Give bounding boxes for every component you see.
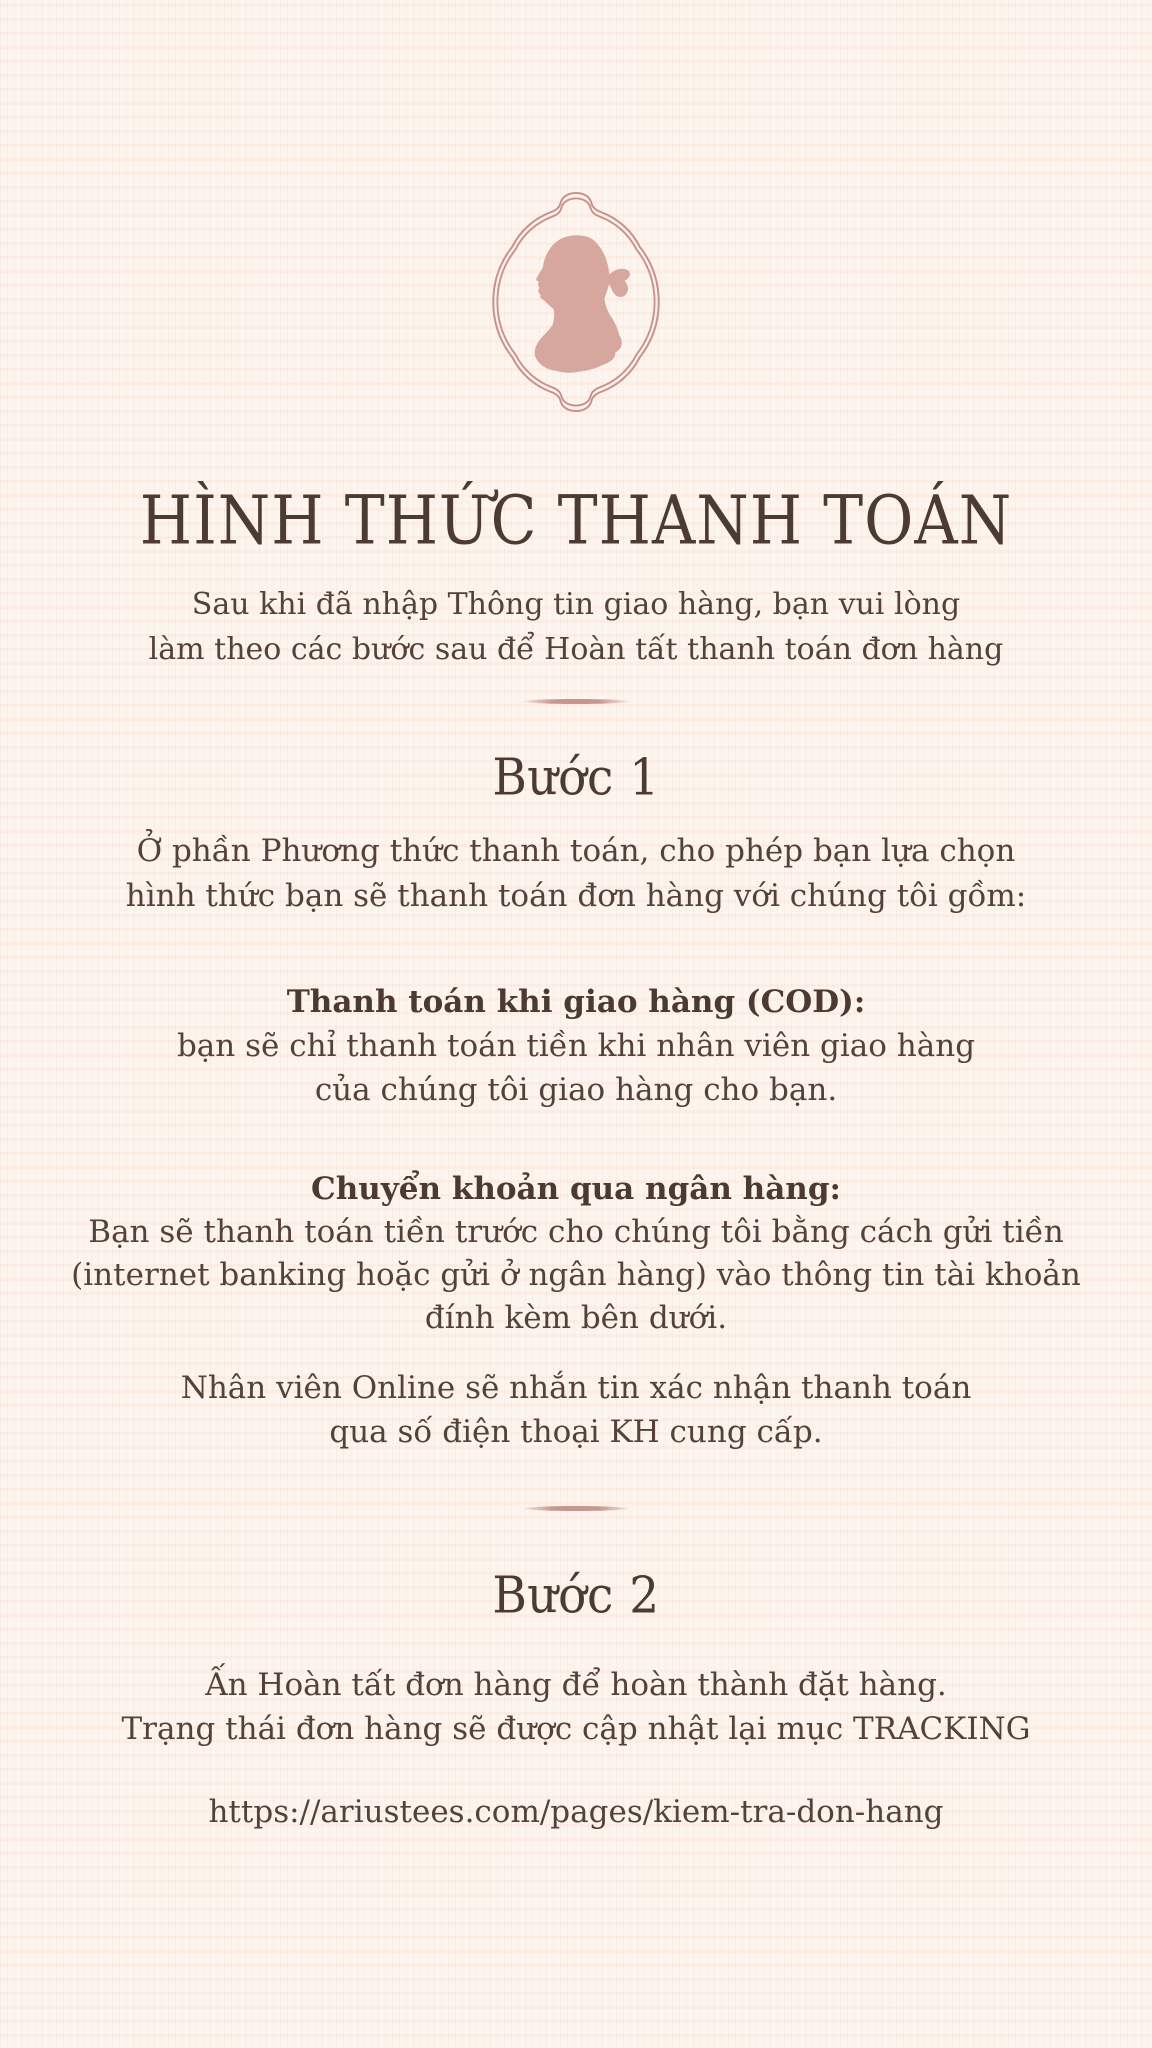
step-1-heading: Bước 1 xyxy=(492,748,660,808)
tracking-url: https://ariustees.com/pages/kiem-tra-don-hang xyxy=(208,1794,944,1830)
ornamental-divider xyxy=(524,699,628,704)
step-1-intro-line-1: Ở phần Phương thức thanh toán, cho phép bạn lựa chọn xyxy=(136,833,1016,869)
step-2-line-2: Trạng thái đơn hàng sẽ được cập nhật lại mục TRACKING xyxy=(121,1711,1031,1747)
brand-logo xyxy=(0,190,1152,414)
step-2-heading: Bước 2 xyxy=(492,1566,660,1626)
bank-transfer-heading: Chuyển khoản qua ngân hàng: xyxy=(311,1171,841,1207)
page-subtitle xyxy=(0,582,1152,672)
page-title: HÌNH THỨC THANH TOÁN xyxy=(139,481,1013,561)
bank-transfer-line-2: (internet banking hoặc gửi ở ngân hàng) vào thông tin tài khoản xyxy=(71,1257,1081,1293)
cod-line-1: bạn sẽ chỉ thanh toán tiền khi nhân viên giao hàng xyxy=(176,1028,976,1064)
confirmation-note-line-2: qua số điện thoại KH cung cấp. xyxy=(329,1414,823,1450)
step-1-intro xyxy=(0,829,1152,919)
cod-payment-section xyxy=(0,980,1152,1112)
cameo-woman-silhouette-icon xyxy=(490,190,662,414)
step-2-instructions xyxy=(0,1663,1152,1751)
bank-transfer-line-3: đính kèm bên dưới. xyxy=(424,1300,728,1336)
bank-transfer-section xyxy=(0,1168,1152,1340)
bank-transfer-line-1: Bạn sẽ thanh toán tiền trước cho chúng tôi bằng cách gửi tiền xyxy=(88,1214,1064,1250)
cod-heading: Thanh toán khi giao hàng (COD): xyxy=(286,984,866,1020)
subtitle-line-2: làm theo các bước sau để Hoàn tất thanh toán đơn hàng xyxy=(148,632,1004,667)
confirmation-note-line-1: Nhân viên Online sẽ nhắn tin xác nhận thanh toán xyxy=(180,1370,972,1406)
subtitle-line-1: Sau khi đã nhập Thông tin giao hàng, bạn vui lòng xyxy=(191,587,961,622)
confirmation-note xyxy=(0,1366,1152,1454)
cod-line-2: của chúng tôi giao hàng cho bạn. xyxy=(314,1072,838,1108)
ornamental-divider xyxy=(524,1506,628,1511)
step-2-line-1: Ấn Hoàn tất đơn hàng để hoàn thành đặt hàng. xyxy=(205,1667,947,1703)
step-1-intro-line-2: hình thức bạn sẽ thanh toán đơn hàng với chúng tôi gồm: xyxy=(125,878,1027,914)
